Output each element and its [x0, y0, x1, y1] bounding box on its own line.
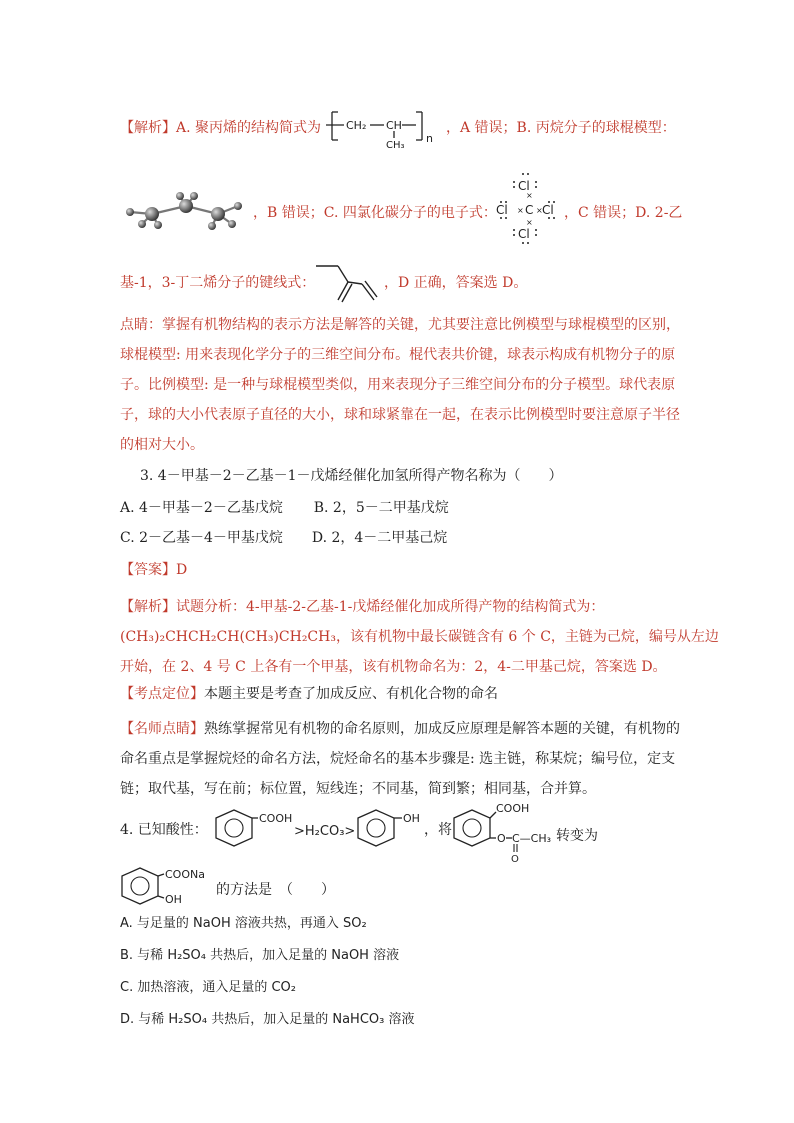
q3-jiexi-line: 试题分析：4-甲基-2-乙基-1-戊烯经催化加成所得产物的结构简式为： [176, 599, 605, 615]
q3-mingshi-line: 熟练掌握常见有机物的命名原则，加成反应原理是解答本题的关键，有机物的 [204, 721, 680, 737]
benzoic-cooh: COOH [259, 812, 293, 825]
jiexi-line-d [120, 273, 315, 293]
jiexi-text-b-after: ，B 错误；C. 四氯化碳分子的电子式： [253, 205, 497, 221]
ccl4-cl-bottom: Cl [518, 227, 530, 241]
polymer-n: n [426, 132, 433, 145]
q3-options-row-1 [120, 498, 449, 518]
q4-zhuanbian: 转变为 [556, 828, 598, 844]
aspirin-structure [450, 800, 570, 864]
q3-kaodian [120, 684, 498, 704]
q3-kaodian-text: 本题主要是考查了加成反应、有机化合物的命名 [204, 686, 498, 702]
dianjing-line: 点睛：掌握有机物结构的表示方法是解答的关键，尤其要注意比例模型与球棍模型的区别， [120, 317, 680, 333]
ccl4-cl-top: Cl [518, 179, 530, 193]
q3-option-b: B. 2，5－二甲基戊烷 [313, 500, 449, 516]
q3-jiexi-line: 开始，在 2、4 号 C 上各有一个甲基，该有机物命名为：2，4-二甲基己烷，答案选 D。 [120, 659, 667, 675]
q3-jiexi-block [120, 592, 719, 682]
q3-answer: 【答案】D [120, 562, 188, 578]
polymer-ch: CH [386, 119, 402, 132]
jiexi-text-a-after-wrap [446, 118, 676, 138]
q3-option-d: D. 2，4－二甲基己烷 [311, 530, 448, 546]
jiexi-text-c-after-wrap [564, 203, 682, 223]
q3-stem: 3. 4－甲基－2－乙基－1－戊烯经催化加氢所得产物名称为（ ） [140, 468, 563, 484]
q3-mingshi-line: 链；取代基，写在前；标位置，短线连；不同基，简到繁；相同基，合并算。 [120, 781, 596, 797]
q4-jiang: ，将 [424, 822, 452, 838]
salicylate-oh: OH [165, 893, 182, 906]
q3-mingshi-line: 命名重点是掌握烷烃的命名方法，烷烃命名的基本步骤是: 选主链，称某烷；编号位，定支 [120, 751, 676, 767]
q3-mingshi-block [120, 714, 680, 804]
q4-gt-h2co3: >H₂CO₃> [294, 824, 356, 839]
q3-option-c: C. 2－乙基－4－甲基戊烷 [120, 530, 283, 546]
jiexi-tag: 【解析】 [120, 120, 176, 136]
jiexi-line-1 [120, 118, 321, 138]
dianjing-line: 球棍模型: 用来表现化学分子的三维空间分布。棍代表共价键，球表示构成有机物分子的原 [120, 347, 676, 363]
q3-jiexi-tag: 【解析】 [120, 599, 176, 615]
q3-option-a: A. 4－甲基－2－乙基戊烷 [120, 500, 283, 516]
dianjing-line: 的相对大小。 [120, 437, 204, 453]
polymer-ch2: CH₂ [346, 119, 367, 132]
q3-kaodian-tag: 【考点定位】 [120, 686, 204, 702]
jiexi-text-a-after: ，A 错误；B. 丙烷分子的球棍模型： [446, 120, 676, 136]
polypropylene-structure [326, 108, 444, 154]
q4-option-a: A. 与足量的 NaOH 溶液共热，再通入 SO₂ [120, 916, 367, 931]
polymer-ch3: CH₃ [386, 140, 405, 151]
jiexi-text-b-after-wrap [253, 203, 497, 223]
jiexi-text-d: 基-1，3-丁二烯分子的键线式： [120, 275, 316, 291]
svg-text:×: × [517, 206, 524, 215]
propane-ball-stick-model [122, 192, 252, 232]
aspirin-c-ch3: C—CH₃ [512, 832, 552, 845]
aspirin-cooh: COOH [496, 802, 530, 815]
jiexi-text-c-after: ，C 错误；D. 2-乙 [564, 205, 683, 221]
q4-option-d: D. 与稀 H₂SO₄ 共热后，加入足量的 NaHCO₃ 溶液 [120, 1012, 415, 1027]
q4-option-c: C. 加热溶液，通入足量的 CO₂ [120, 980, 296, 995]
phenol-structure [354, 808, 428, 854]
svg-text:×: × [526, 218, 533, 227]
dianjing-line: 子，球的大小代表原子直径的大小，球和球紧靠在一起，在表示比例模型时要注意原子半径 [120, 407, 680, 423]
dianjing-line: 子。比例模型: 是一种与球棍模型类似，用来表现分子三维空间分布的分子模型。球代表原 [120, 377, 676, 393]
q4-option-b: B. 与稀 H₂SO₄ 共热后，加入足量的 NaOH 溶液 [120, 948, 400, 963]
q3-jiexi-line: (CH₃)₂CHCH₂CH(CH₃)CH₂CH₃，该有机物中最长碳链含有 6 个 C，主链为己烷，编号从左边 [120, 629, 719, 645]
jiexi-text-d-after-wrap [384, 273, 527, 293]
ethyl-butadiene-skeletal-formula [312, 260, 382, 306]
q4-fangfa: 的方法是 （ ） [216, 882, 335, 898]
q3-options-row-2 [120, 528, 447, 548]
jiexi-text-a: A. 聚丙烯的结构简式为 [176, 120, 322, 136]
q3-mingshi-tag: 【名师点睛】 [120, 721, 204, 737]
aspirin-o: O [497, 832, 506, 845]
svg-text:×: × [526, 191, 533, 200]
ccl4-electron-formula [494, 170, 566, 246]
salicylate-coona: COONa [165, 868, 205, 881]
svg-text:×: × [536, 206, 543, 215]
ccl4-c: C [525, 203, 534, 217]
phenol-oh: OH [403, 812, 420, 825]
dianjing-block [120, 310, 680, 460]
q4-stem-start: 4. 已知酸性： [120, 822, 208, 838]
jiexi-text-d-after: ，D 正确，答案选 D。 [384, 275, 528, 291]
ccl4-cl-left: Cl [496, 203, 508, 217]
ccl4-cl-right: Cl [542, 203, 554, 217]
sodium-salicylate-structure [118, 866, 214, 912]
aspirin-carbonyl-o: O [511, 854, 519, 864]
benzoic-acid-structure [204, 808, 296, 854]
